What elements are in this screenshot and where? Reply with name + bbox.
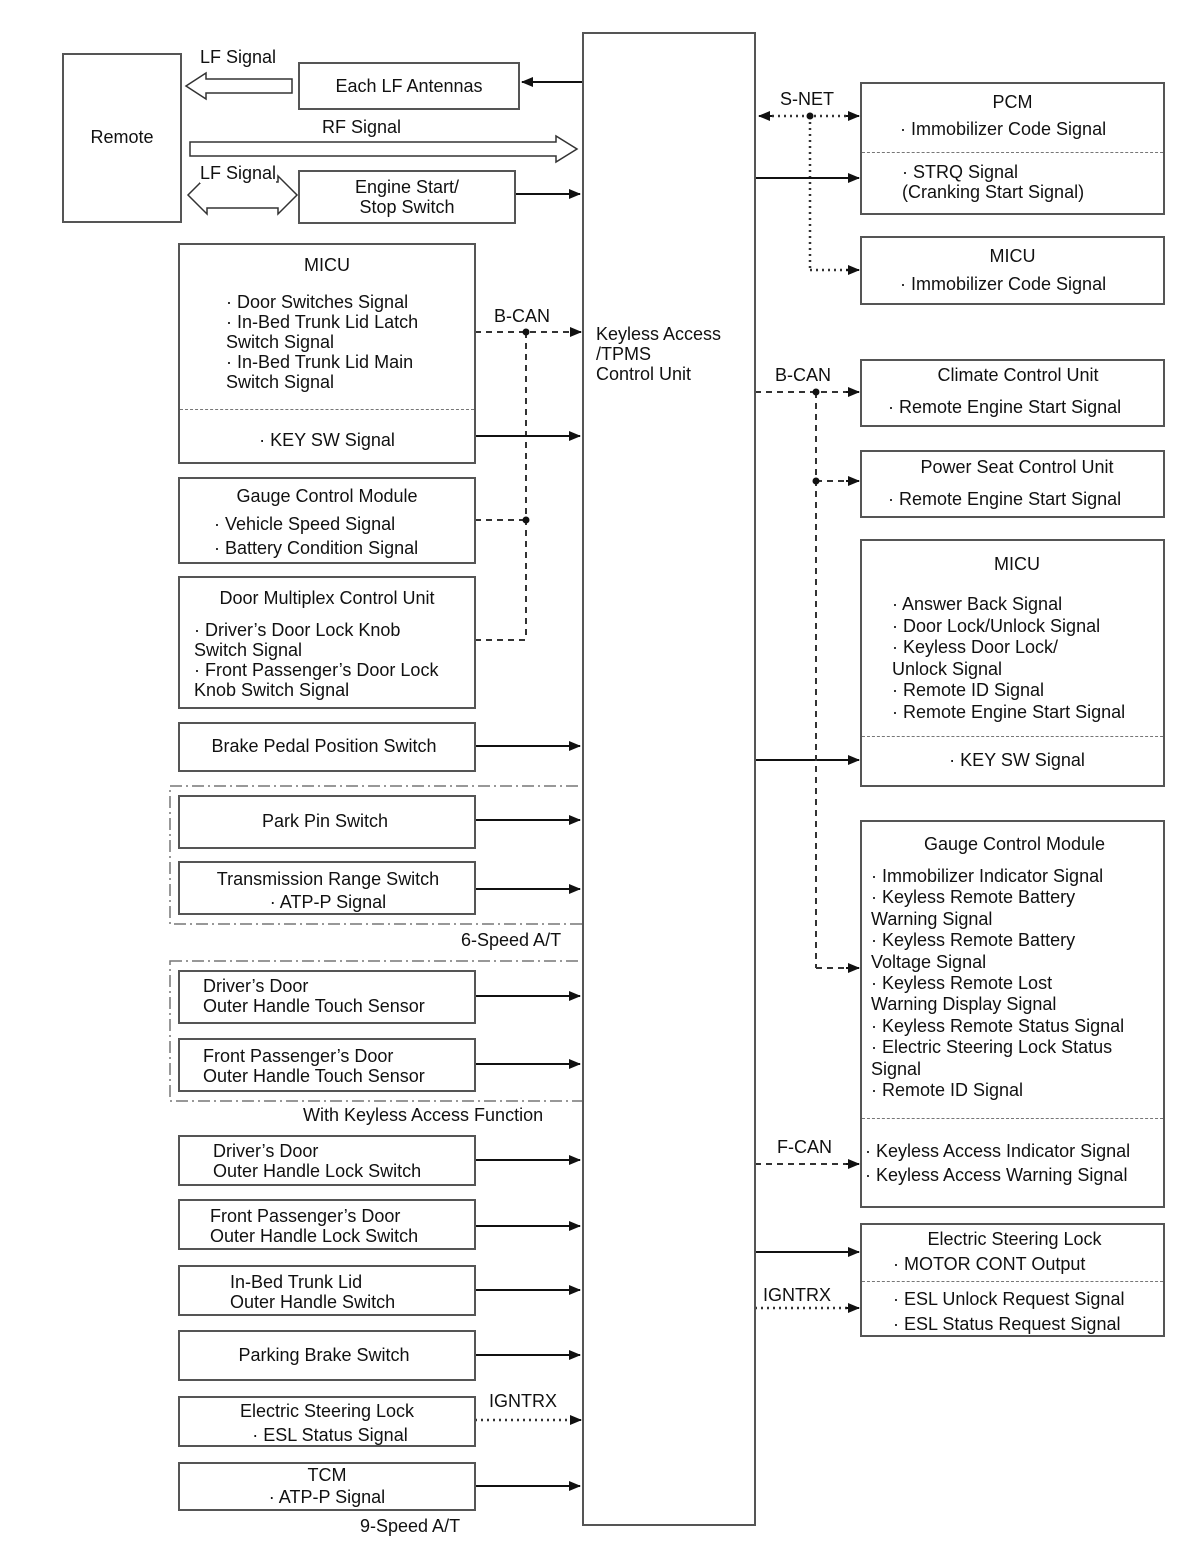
trans-range-box [178, 861, 476, 915]
power-seat-title: Power Seat Control Unit [920, 457, 1114, 477]
micu-main-box [860, 539, 1165, 787]
micu-main-key-sw: · KEY SW Signal [949, 750, 1085, 770]
pass-touch-title: Front Passenger’s Door Outer Handle Touch Sensor [203, 1046, 425, 1086]
esl-left-signal: · ESL Status Signal [252, 1425, 408, 1445]
group-6speed-label: 6-Speed A/T [461, 930, 562, 950]
gauge-left-title: Gauge Control Module [236, 486, 418, 506]
rf-signal-arrow [190, 136, 577, 162]
trunk-switch-box [178, 1265, 476, 1316]
rf-signal-label: RF Signal [322, 117, 402, 137]
pcm-box [860, 82, 1165, 215]
lf-signal-label-1: LF Signal [200, 47, 277, 67]
esl-right-title: Electric Steering Lock [927, 1229, 1102, 1249]
micu-immob-title: MICU [989, 246, 1036, 266]
right-output-arrows [755, 178, 859, 1252]
trunk-switch-title: In-Bed Trunk Lid Outer Handle Switch [230, 1272, 396, 1312]
esl-left-title: Electric Steering Lock [239, 1401, 415, 1421]
micu-left-title: MICU [304, 255, 350, 275]
lf-signal-arrow-1 [186, 73, 292, 99]
f-can-label: F-CAN [777, 1137, 832, 1157]
pcm-strq: · STRQ Signal (Cranking Start Signal) [902, 162, 1085, 202]
micu-left-box [178, 243, 476, 464]
keyless-tpms-control-unit [582, 32, 756, 1526]
pass-lock-box [178, 1199, 476, 1250]
driver-touch-box [178, 970, 476, 1024]
door-mux-title: Door Multiplex Control Unit [219, 588, 435, 608]
driver-lock-title: Driver’s Door Outer Handle Lock Switch [213, 1141, 422, 1181]
micu-left-key-sw: · KEY SW Signal [259, 430, 395, 450]
pcm-divider [862, 152, 1163, 153]
tcm-signal: · ATP-P Signal [268, 1487, 386, 1507]
gauge-right-fcan-signals: · Keyless Access Indicator Signal · Keyless Access Warning Signal [865, 1141, 1131, 1185]
trans-range-title: Transmission Range Switch · ATP-P Signal [216, 869, 440, 912]
b-can-right-label: B-CAN [775, 365, 832, 385]
esl-right-divider [862, 1281, 1163, 1282]
lf-signal-label-2: LF Signal [200, 163, 277, 183]
gauge-right-signals: · Immobilizer Indicator Signal · Keyless Remote Battery Warning Signal · Keyless Remote Battery Voltage Signal · Keyless Remote Lost Warning Display Signal · Keyless Remote Status Signal · Electric Steering Lock Status Signal · Remote ID Signal [871, 866, 1125, 1101]
climate-title: Climate Control Unit [937, 365, 1099, 385]
esl-right-box [860, 1223, 1165, 1337]
micu-left-divider [180, 409, 474, 410]
engine-start-title: Engine Start/ Stop Switch [354, 177, 460, 217]
remote-box [62, 53, 182, 223]
engine-start-box [298, 170, 516, 224]
park-pin-title: Park Pin Switch [261, 811, 389, 831]
driver-touch-title: Driver’s Door Outer Handle Touch Sensor [203, 976, 425, 1016]
door-mux-signals: · Driver’s Door Lock Knob Switch Signal · Front Passenger’s Door Lock Knob Switch Signal [194, 620, 439, 700]
s-net-bus [772, 116, 848, 270]
pass-lock-title: Front Passenger’s Door Outer Handle Lock Switch [210, 1206, 419, 1246]
brake-pedal-box [178, 722, 476, 772]
parking-brake-title: Parking Brake Switch [238, 1345, 410, 1365]
esl-right-motor: · MOTOR CONT Output [893, 1254, 1086, 1274]
gauge-right-box [860, 820, 1165, 1208]
group-9speed-label: 9-Speed A/T [360, 1516, 461, 1536]
brake-pedal-title: Brake Pedal Position Switch [211, 736, 437, 756]
micu-immob-signal: · Immobilizer Code Signal [900, 274, 1107, 294]
park-pin-box [178, 795, 476, 849]
central-title: Keyless Access /TPMS Control Unit [596, 324, 722, 384]
driver-lock-box [178, 1135, 476, 1186]
gauge-right-divider [862, 1118, 1163, 1119]
gauge-left-box [178, 477, 476, 564]
micu-left-signals: · Door Switches Signal · In-Bed Trunk Lid Latch Switch Signal · In-Bed Trunk Lid Main Switch Signal [226, 292, 419, 392]
igntrx-right-label: IGNTRX [763, 1285, 832, 1305]
pcm-title: PCM [992, 92, 1033, 112]
group-keyless-label: With Keyless Access Function [303, 1105, 544, 1125]
tcm-title: TCM [307, 1465, 347, 1485]
power-seat-box [860, 450, 1165, 518]
micu-main-divider [862, 736, 1163, 737]
remote-title: Remote [90, 127, 154, 147]
micu-main-signals: · Answer Back Signal · Door Lock/Unlock Signal · Keyless Door Lock/ Unlock Signal · Remote ID Signal · Remote Engine Start Signal [892, 594, 1126, 722]
b-can-right-bus [755, 392, 848, 968]
parking-brake-box [178, 1330, 476, 1381]
climate-box [860, 359, 1165, 427]
b-can-left-label: B-CAN [494, 306, 551, 326]
pass-touch-box [178, 1038, 476, 1092]
power-seat-signal: · Remote Engine Start Signal [888, 489, 1122, 509]
igntrx-left-label: IGNTRX [489, 1391, 558, 1411]
micu-main-title: MICU [994, 554, 1040, 574]
door-mux-box [178, 576, 476, 709]
b-can-left-bus [475, 332, 570, 640]
pcm-immob: · Immobilizer Code Signal [900, 119, 1107, 139]
climate-signal: · Remote Engine Start Signal [888, 397, 1122, 417]
gauge-left-signals: · Vehicle Speed Signal · Battery Condition Signal [214, 514, 419, 558]
lf-antennas-title: Each LF Antennas [335, 76, 483, 96]
esl-right-signals: · ESL Unlock Request Signal · ESL Status Request Signal [893, 1289, 1125, 1334]
micu-immob-box [860, 236, 1165, 305]
lf-antennas-box [298, 62, 520, 110]
gauge-right-title: Gauge Control Module [923, 834, 1106, 854]
s-net-label: S-NET [780, 89, 834, 109]
esl-left-box [178, 1396, 476, 1447]
tcm-box [178, 1462, 476, 1511]
